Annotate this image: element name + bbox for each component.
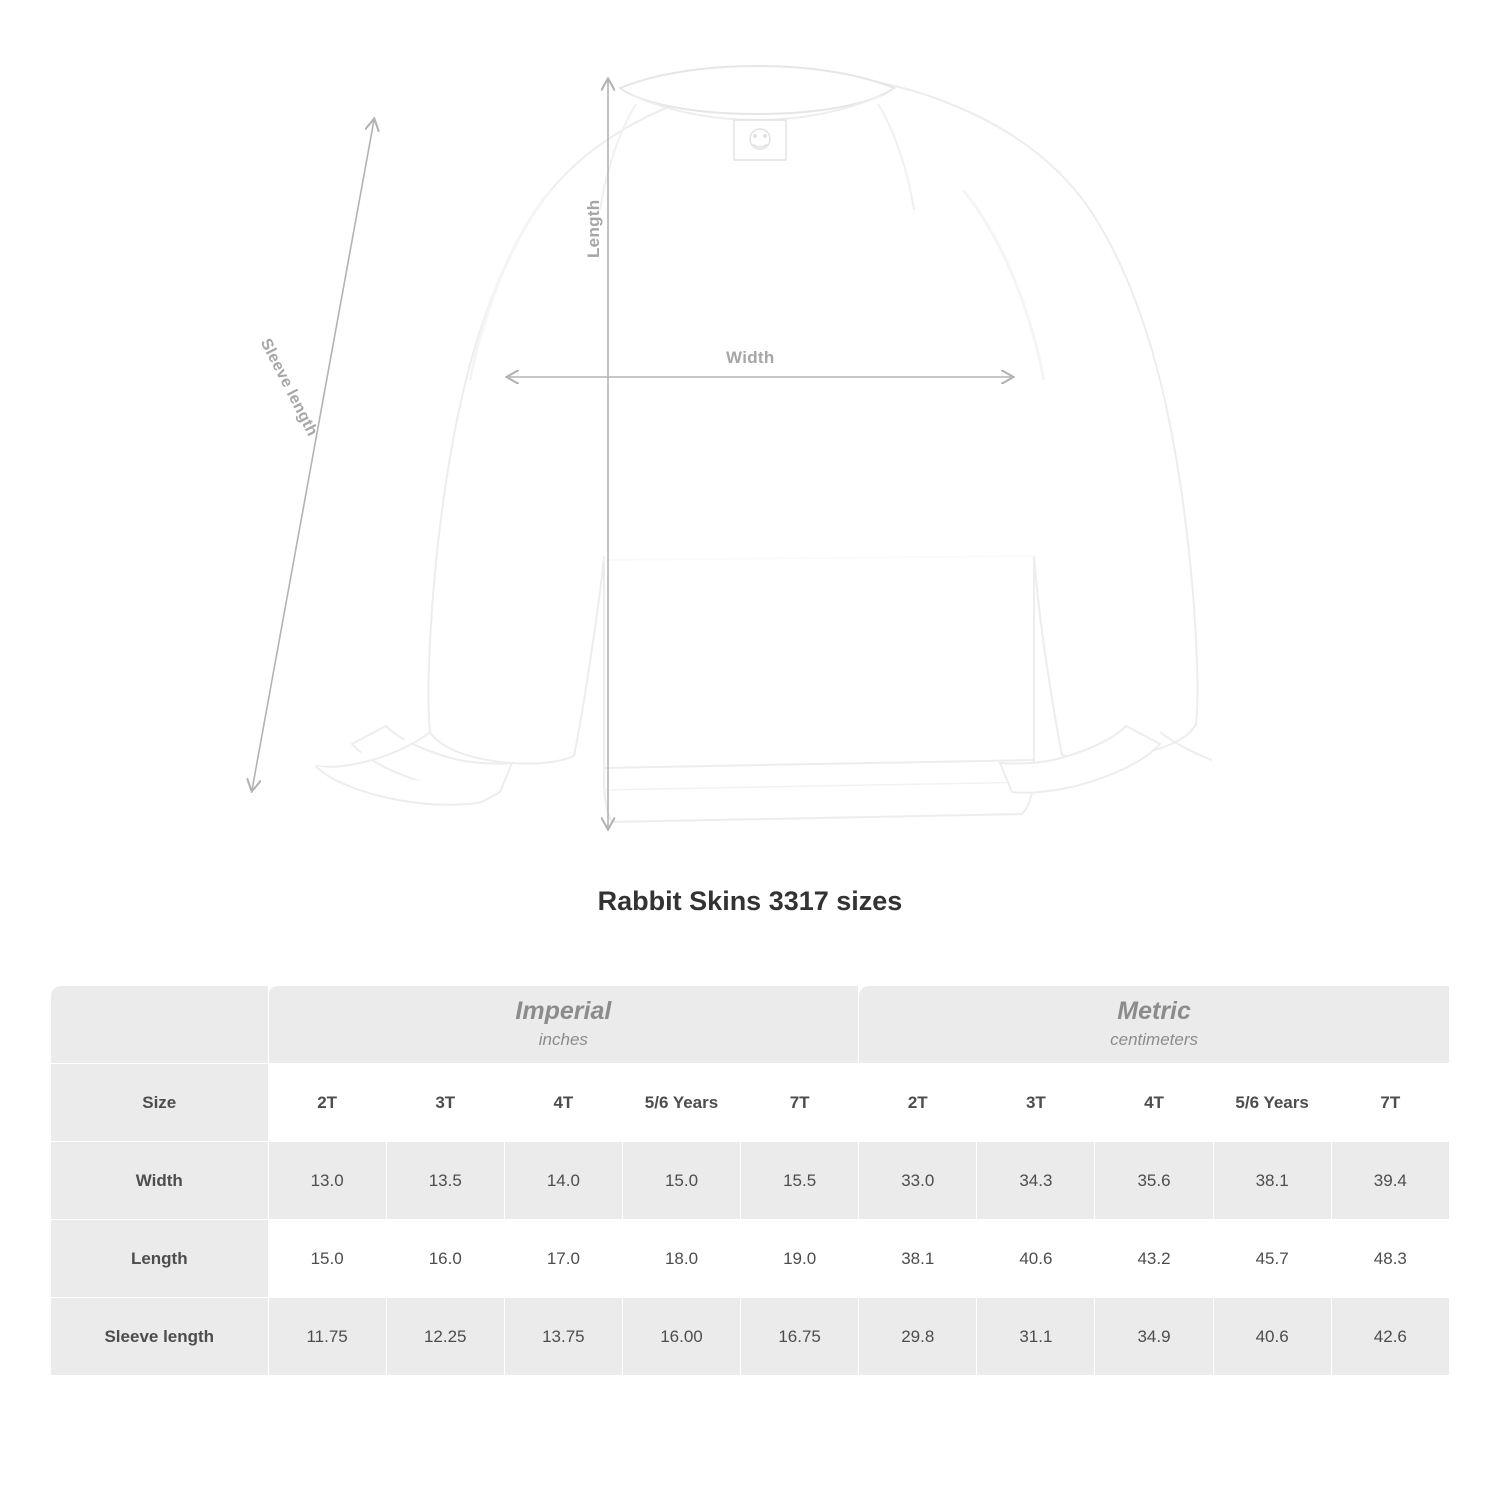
table-cell: 13.75 <box>504 1298 622 1376</box>
table-cell: 33.0 <box>859 1142 977 1220</box>
table-cell: 16.0 <box>386 1220 504 1298</box>
column-header-cell: 5/6 Years <box>1213 1064 1331 1142</box>
size-chart-table <box>50 985 1450 1376</box>
table-cell: 13.0 <box>268 1142 386 1220</box>
table-cell: 38.1 <box>859 1220 977 1298</box>
table-cell: 19.0 <box>741 1220 859 1298</box>
table-cell: 40.6 <box>977 1220 1095 1298</box>
unit-name-metric: Metric <box>1117 997 1191 1026</box>
table-cell: 45.7 <box>1213 1220 1331 1298</box>
table-cell: 14.0 <box>504 1142 622 1220</box>
table-cell: 17.0 <box>504 1220 622 1298</box>
table-cell: 39.4 <box>1331 1142 1449 1220</box>
column-header-cell: 4T <box>1095 1064 1213 1142</box>
unit-header-imperial <box>268 986 859 1064</box>
table-cell: 38.1 <box>1213 1142 1331 1220</box>
table-cell: 40.6 <box>1213 1298 1331 1376</box>
table-cell: 16.75 <box>741 1298 859 1376</box>
column-header-cell: 3T <box>977 1064 1095 1142</box>
table-cell: 48.3 <box>1331 1220 1449 1298</box>
row-label-width: Width <box>51 1142 269 1220</box>
table-cell: 29.8 <box>859 1298 977 1376</box>
table-cell: 18.0 <box>622 1220 740 1298</box>
table-cell: 16.00 <box>622 1298 740 1376</box>
table-cell: 35.6 <box>1095 1142 1213 1220</box>
column-header-cell: 2T <box>859 1064 977 1142</box>
table-cell: 11.75 <box>268 1298 386 1376</box>
table-row <box>51 1298 1450 1376</box>
width-label: Width <box>726 348 775 367</box>
column-header-cell: 4T <box>504 1064 622 1142</box>
unit-header-row <box>51 986 1450 1064</box>
table-cell: 13.5 <box>386 1142 504 1220</box>
table-cell: 31.1 <box>977 1298 1095 1376</box>
table-cell: 34.3 <box>977 1142 1095 1220</box>
table-cell: 43.2 <box>1095 1220 1213 1298</box>
table-cell: 42.6 <box>1331 1298 1449 1376</box>
column-header-cell: 7T <box>741 1064 859 1142</box>
column-header-cell: 7T <box>1331 1064 1449 1142</box>
table-cell: 12.25 <box>386 1298 504 1376</box>
table-row <box>51 1220 1450 1298</box>
unit-sub-imperial: inches <box>538 1030 588 1050</box>
table-cell: 15.0 <box>622 1142 740 1220</box>
sleeve-length-label: Sleeve length <box>256 336 321 440</box>
page-title: Rabbit Skins 3317 sizes <box>597 886 903 916</box>
row-label-sleeve-length: Sleeve length <box>51 1298 269 1376</box>
length-label: Length <box>584 199 603 258</box>
size-header-cell: Size <box>51 1064 269 1142</box>
row-label-length: Length <box>51 1220 269 1298</box>
sweatshirt-shape <box>316 66 1212 822</box>
table-cell: 15.5 <box>741 1142 859 1220</box>
column-header-cell: 3T <box>386 1064 504 1142</box>
unit-header-corner <box>51 986 269 1064</box>
sleeve-dimension-line <box>252 120 374 790</box>
table-row <box>51 1142 1450 1220</box>
size-table-wrapper <box>50 985 1450 1376</box>
unit-header-metric <box>859 986 1450 1064</box>
unit-name-imperial: Imperial <box>515 997 612 1026</box>
table-cell: 15.0 <box>268 1220 386 1298</box>
table-cell: 34.9 <box>1095 1298 1213 1376</box>
column-header-cell: 2T <box>268 1064 386 1142</box>
column-header-row <box>51 1064 1450 1142</box>
unit-sub-metric: centimeters <box>1110 1030 1199 1050</box>
column-header-cell: 5/6 Years <box>622 1064 740 1142</box>
